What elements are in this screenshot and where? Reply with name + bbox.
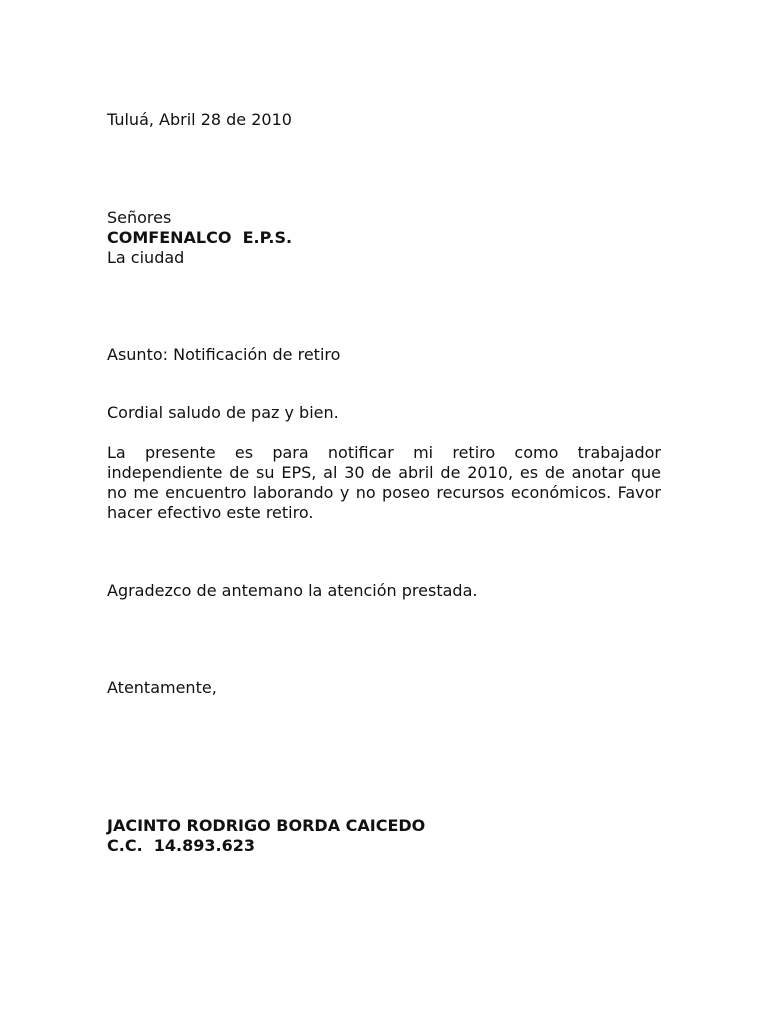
subject-text: Asunto: Notificación de retiro [107, 345, 341, 364]
greeting [107, 403, 661, 423]
greeting-text: Cordial saludo de paz y bien. [107, 403, 339, 422]
recipient-city: La ciudad [107, 248, 185, 267]
recipient-salutation: Señores [107, 208, 172, 227]
signer-id: C.C. 14.893.623 [107, 836, 255, 855]
signature-block [107, 816, 661, 856]
closing-text: Atentamente, [107, 678, 217, 697]
signer-name: JACINTO RODRIGO BORDA CAICEDO [107, 816, 426, 835]
place-date [107, 110, 661, 130]
recipient-block [107, 208, 661, 268]
thanks [107, 581, 661, 601]
recipient-organization: COMFENALCO E.P.S. [107, 228, 293, 247]
place-date-text: Tuluá, Abril 28 de 2010 [107, 110, 292, 129]
closing [107, 678, 661, 698]
body-paragraph: La presente es para notificar mi retiro como trabajador independiente de su EPS, al 30 de abril de 2010, es de anotar que no me encuentro laborando y no poseo recursos económicos. Favor hacer efectivo este retiro. [107, 443, 661, 522]
subject-line [107, 345, 661, 365]
thanks-text: Agradezco de antemano la atención prestada. [107, 581, 478, 600]
